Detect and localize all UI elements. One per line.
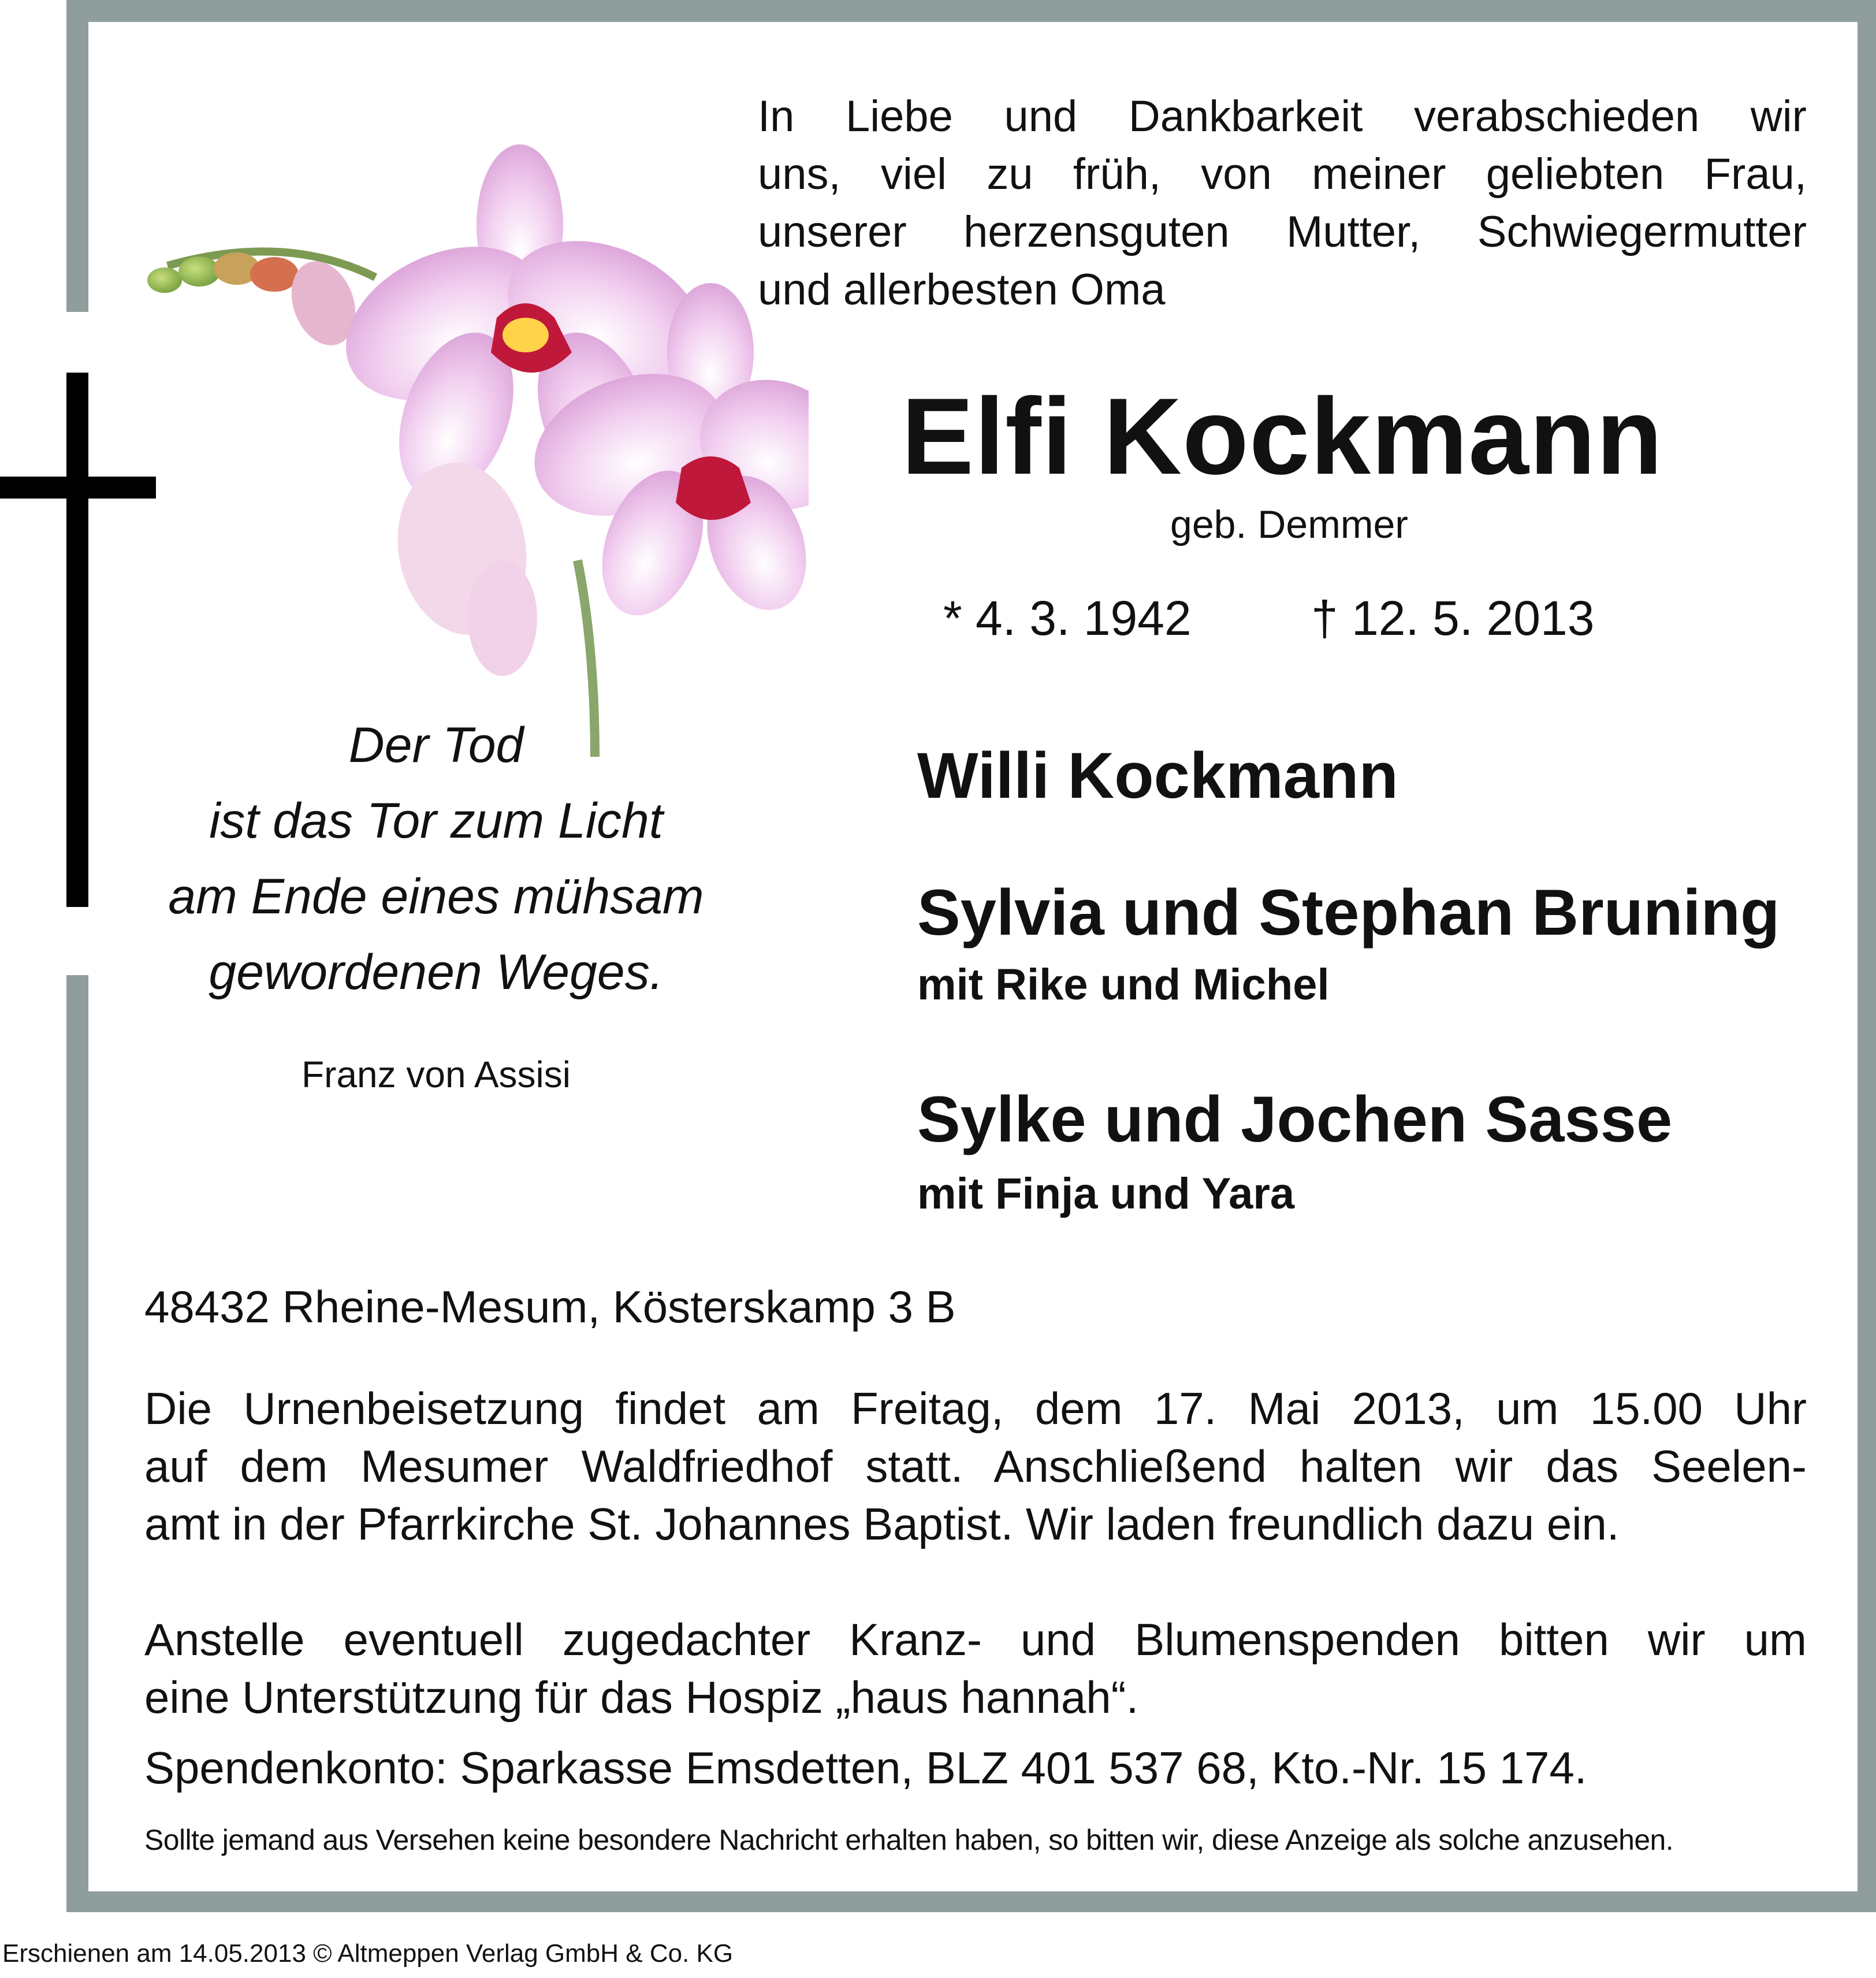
deceased-name: Elfi Kockmann bbox=[901, 375, 1663, 497]
mourner-name: Willi Kockmann bbox=[917, 739, 1398, 812]
donation-account: Spendenkonto: Sparkasse Emsdetten, BLZ 401 537 68, Kto.-Nr. 15 174. bbox=[144, 1742, 1587, 1793]
footer-credit: Erschienen am 14.05.2013 © Altmeppen Verlag GmbH & Co. KG bbox=[2, 1939, 734, 1968]
notice-text: Sollte jemand aus Versehen keine besondere Nachricht erhalten haben, so bitten wir, diese Anzeige als solche anzusehen. bbox=[144, 1824, 1674, 1856]
intro-line: und allerbesten Oma bbox=[758, 265, 1166, 314]
frame-bottom bbox=[66, 1891, 1858, 1912]
burial-text bbox=[144, 1380, 1807, 1553]
address: 48432 Rheine-Mesum, Kösterskamp 3 B bbox=[144, 1281, 956, 1332]
burial-line: Die Urnenbeisetzung findet am Freitag, dem 17. Mai 2013, um 15.00 Uhr bbox=[144, 1383, 1807, 1434]
intro-line: unserer herzensguten Mutter, Schwiegermutter bbox=[758, 207, 1807, 256]
mourner-name: Sylvia und Stephan Bruning bbox=[917, 876, 1780, 949]
quote-line: Der Tod bbox=[348, 717, 524, 773]
frame-left-upper bbox=[66, 0, 88, 312]
quote-line: am Ende eines mühsam bbox=[168, 869, 704, 924]
intro-line: uns, viel zu früh, von meiner geliebten Frau, bbox=[758, 150, 1807, 199]
maiden-name: geb. Demmer bbox=[1170, 503, 1408, 546]
intro-line: In Liebe und Dankbarkeit verabschieden wir bbox=[758, 92, 1807, 141]
intro-text bbox=[758, 88, 1807, 319]
burial-line: amt in der Pfarrkirche St. Johannes Baptist. Wir laden freundlich dazu ein. bbox=[144, 1499, 1620, 1549]
quote-author: Franz von Assisi bbox=[302, 1054, 571, 1095]
frame-left-lower bbox=[66, 975, 88, 1912]
quote-line: ist das Tor zum Licht bbox=[209, 793, 663, 849]
mourner-sub: mit Finja und Yara bbox=[917, 1169, 1295, 1218]
orchid-image bbox=[133, 144, 809, 768]
donation-text bbox=[144, 1611, 1807, 1726]
burial-line: auf dem Mesumer Waldfriedhof statt. Anschließend halten wir das Seelen- bbox=[144, 1441, 1807, 1492]
death-date: † 12. 5. 2013 bbox=[1311, 591, 1595, 645]
quote-text bbox=[139, 708, 734, 1010]
donation-line: Anstelle eventuell zugedachter Kranz- und Blumenspenden bitten wir um bbox=[144, 1614, 1807, 1665]
mourner-sub: mit Rike und Michel bbox=[917, 960, 1330, 1009]
quote-line: gewordenen Weges. bbox=[209, 945, 664, 1000]
frame-right bbox=[1858, 0, 1876, 1912]
frame-top bbox=[66, 0, 1876, 22]
donation-line: eine Unterstützung für das Hospiz „haus hannah“. bbox=[144, 1672, 1139, 1723]
birth-date: * 4. 3. 1942 bbox=[943, 591, 1192, 645]
mourner-name: Sylke und Jochen Sasse bbox=[917, 1083, 1673, 1155]
